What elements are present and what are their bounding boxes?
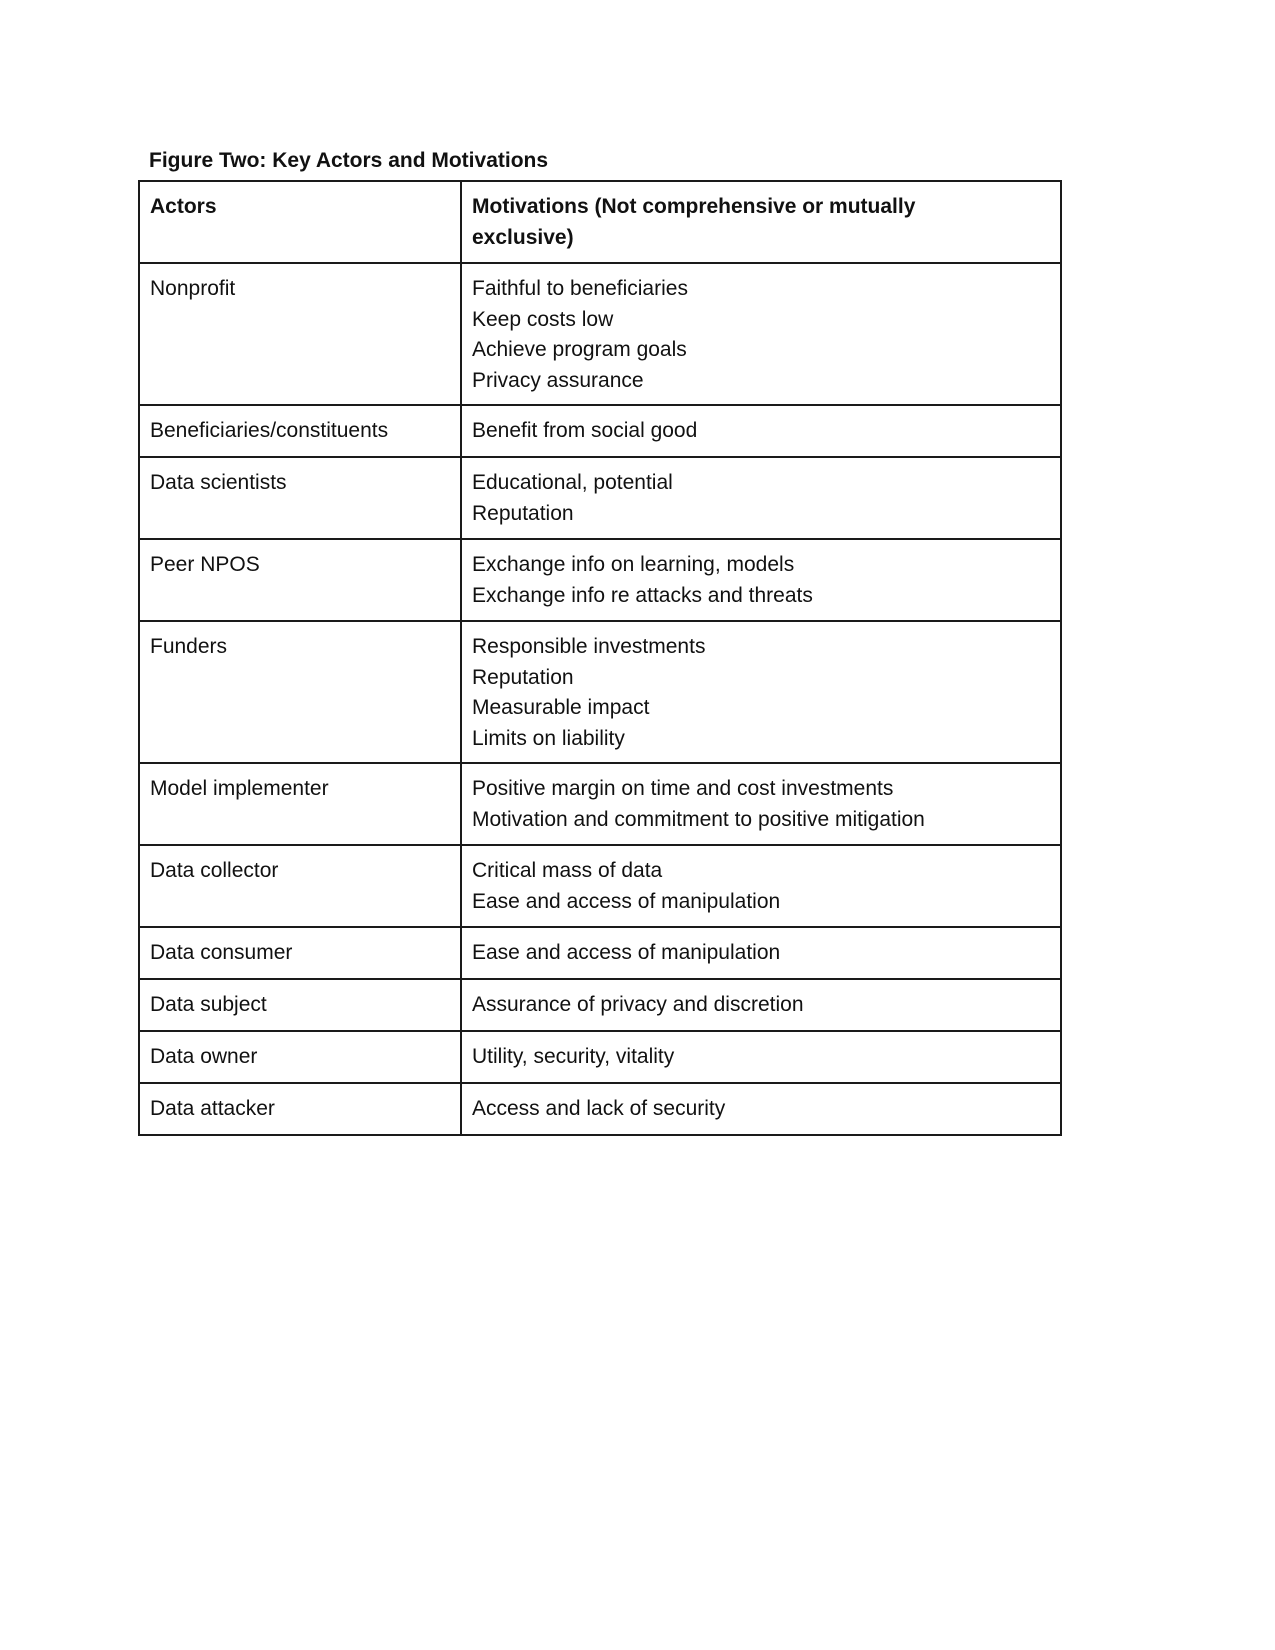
motivations-cell: [461, 1031, 1061, 1083]
motivation-item: Critical mass of data: [472, 859, 663, 882]
actor-name: Funders: [150, 635, 228, 658]
motivation-item: Measurable impact: [472, 696, 650, 719]
actors-motivations-table: [138, 180, 1062, 1136]
table-row: [139, 979, 1061, 1031]
motivations-cell: [461, 845, 1061, 927]
table-row: [139, 405, 1061, 457]
motivation-item: Achieve program goals: [472, 338, 687, 361]
table-row: [139, 263, 1061, 405]
actor-cell: [139, 1031, 461, 1083]
motivation-item: Reputation: [472, 501, 574, 525]
actor-name: Beneficiaries/constituents: [150, 419, 389, 442]
motivations-cell: [461, 263, 1061, 405]
motivation-item: Positive margin on time and cost investments: [472, 777, 894, 800]
motivations-cell: [461, 979, 1061, 1031]
motivations-cell: [461, 1083, 1061, 1135]
actor-cell: [139, 457, 461, 539]
motivation-item: Keep costs low: [472, 307, 614, 331]
actor-cell: [139, 405, 461, 457]
table-header-row: [139, 181, 1061, 263]
motivations-cell: [461, 405, 1061, 457]
actor-name: Data owner: [150, 1045, 258, 1068]
motivation-item: Exchange info re attacks and threats: [472, 583, 813, 607]
actor-cell: [139, 927, 461, 979]
table-row: [139, 763, 1061, 845]
actor-cell: [139, 539, 461, 621]
actor-name: Data scientists: [150, 471, 287, 494]
motivation-item: Limits on liability: [472, 726, 625, 750]
header-actors: [139, 181, 461, 263]
motivation-item: Motivation and commitment to positive mitigation: [472, 807, 925, 831]
header-actors-label: Actors: [150, 195, 217, 218]
actor-cell: [139, 979, 461, 1031]
table-row: [139, 457, 1061, 539]
actor-name: Data subject: [150, 993, 267, 1016]
motivations-cell: [461, 621, 1061, 763]
table-row: [139, 539, 1061, 621]
motivation-item: Exchange info on learning, models: [472, 553, 795, 576]
table-body: [139, 263, 1061, 1135]
header-motivations: [461, 181, 1061, 263]
motivation-item: Benefit from social good: [472, 419, 698, 442]
motivation-item: Utility, security, vitality: [472, 1045, 675, 1068]
motivations-cell: [461, 927, 1061, 979]
motivations-cell: [461, 457, 1061, 539]
actor-cell: [139, 621, 461, 763]
motivation-item: Privacy assurance: [472, 368, 644, 392]
table-row: [139, 621, 1061, 763]
actor-name: Nonprofit: [150, 277, 236, 300]
actor-cell: [139, 263, 461, 405]
actor-name: Peer NPOS: [150, 553, 260, 576]
motivation-item: Ease and access of manipulation: [472, 889, 781, 913]
table-row: [139, 1083, 1061, 1135]
actor-name: Data consumer: [150, 941, 293, 964]
motivation-item: Access and lack of security: [472, 1097, 726, 1120]
actor-cell: [139, 1083, 461, 1135]
table-row: [139, 927, 1061, 979]
motivation-item: Educational, potential: [472, 471, 673, 494]
motivations-cell: [461, 763, 1061, 845]
motivation-item: Reputation: [472, 665, 574, 689]
table-row: [139, 1031, 1061, 1083]
motivation-item: Faithful to beneficiaries: [472, 277, 688, 300]
actor-cell: [139, 845, 461, 927]
actor-cell: [139, 763, 461, 845]
header-motivations-label: Motivations (Not comprehensive or mutually exclusive): [472, 195, 916, 249]
motivation-item: Ease and access of manipulation: [472, 941, 781, 964]
actor-name: Data collector: [150, 859, 279, 882]
actor-name: Model implementer: [150, 777, 329, 800]
motivations-cell: [461, 539, 1061, 621]
table-row: [139, 845, 1061, 927]
figure-title: Figure Two: Key Actors and Motivations: [149, 149, 549, 172]
motivation-item: Responsible investments: [472, 635, 706, 658]
motivation-item: Assurance of privacy and discretion: [472, 993, 804, 1016]
actor-name: Data attacker: [150, 1097, 275, 1120]
